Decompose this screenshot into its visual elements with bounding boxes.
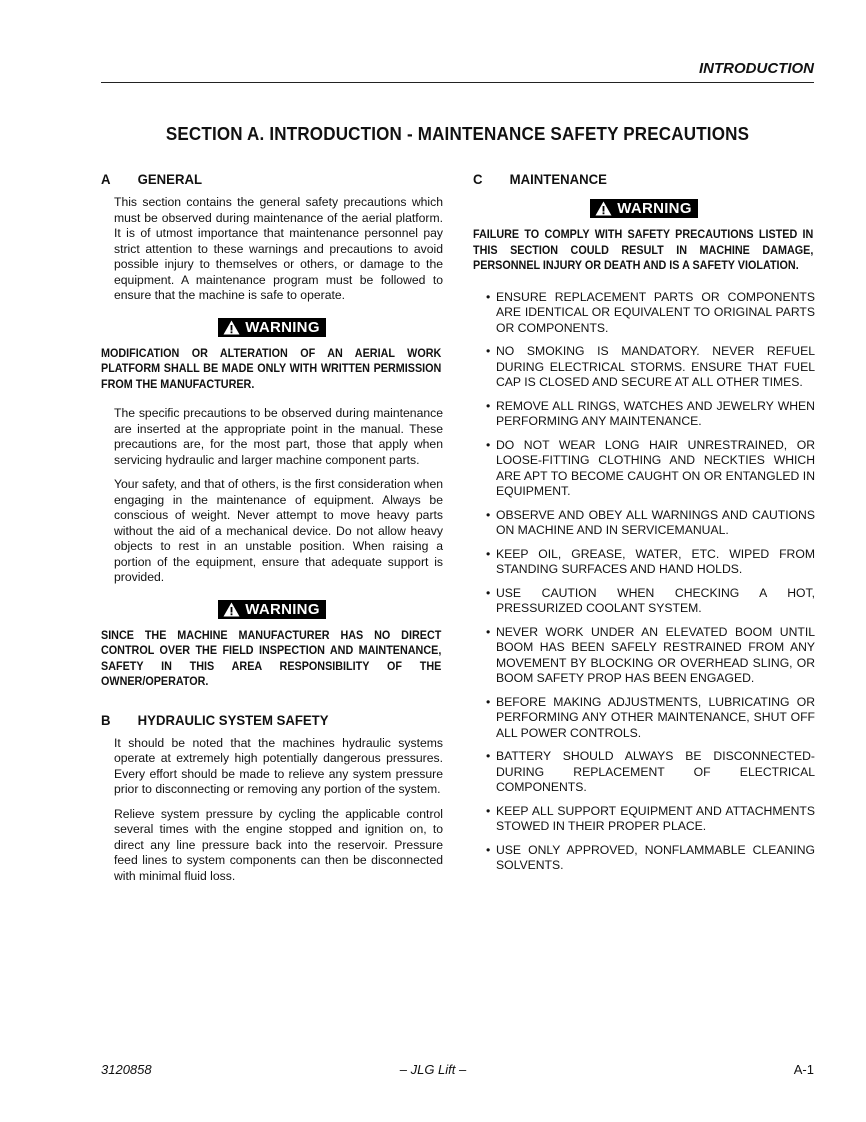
general-paragraph-1: This section contains the general safety precautions which must be observed during maintenance of the aerial platform. It is of utmost importance that maintenance personnel pay strict attention to these warnings and precautions to avoid possible injury to themselves or others, or damage to the equipment. A maintenance program must be followed to ensure that the machine is safe to operate. bbox=[114, 195, 443, 302]
warning-badge bbox=[218, 600, 326, 619]
maintenance-bullet-list bbox=[486, 290, 815, 874]
general-paragraph-2: The specific precautions to be observed during maintenance are inserted at the appropriate point in the manual. These precautions are, for the most part, those that apply when servicing hydraulic and larger machine component parts. bbox=[114, 406, 443, 467]
list-item: • OBSERVE AND OBEY ALL WARNINGS AND CAUTIONS ON MACHINE AND IN SERVICEMANUAL. bbox=[486, 507, 815, 537]
maintenance-letter: C bbox=[473, 171, 483, 187]
hydraulic-title: HYDRAULIC SYSTEM SAFETY bbox=[137, 711, 329, 728]
running-header: INTRODUCTION bbox=[699, 60, 814, 77]
header-rule bbox=[101, 82, 814, 83]
right-column bbox=[473, 171, 815, 882]
warning-triangle-icon bbox=[223, 602, 240, 617]
list-item: • NEVER WORK UNDER AN ELEVATED BOOM UNTIL BOOM HAS BEEN SAFELY RESTRAINED FROM ANY MOVEMENT BY BLOCKING OR OVERHEAD SLING, OR BOOM SAFETY PROP HAS BEEN ENGAGED. bbox=[486, 624, 815, 685]
maintenance-heading bbox=[473, 171, 794, 187]
warning-block-3 bbox=[473, 199, 815, 221]
list-item: • KEEP ALL SUPPORT EQUIPMENT AND ATTACHMENTS STOWED IN THEIR PROPER PLACE. bbox=[486, 803, 815, 833]
general-letter: A bbox=[101, 171, 111, 187]
maintenance-title: MAINTENANCE bbox=[509, 171, 607, 187]
warning-block-2 bbox=[101, 600, 443, 622]
warning-text-2: SINCE THE MACHINE MANUFACTURER HAS NO DIRECT CONTROL OVER THE FIELD INSPECTION AND MAINTENANCE, SAFETY IN THIS AREA RESPONSIBILITY OF THE OWNER/OPERATOR. bbox=[101, 628, 442, 688]
list-item: • USE CAUTION WHEN CHECKING A HOT, PRESSURIZED COOLANT SYSTEM. bbox=[486, 585, 815, 615]
list-item: • BATTERY SHOULD ALWAYS BE DISCONNECTED-DURING REPLACEMENT OF ELECTRICAL COMPONENTS. bbox=[486, 749, 815, 794]
warning-text-1: MODIFICATION OR ALTERATION OF AN AERIAL WORK PLATFORM SHALL BE MADE ONLY WITH WRITTEN PERMISSION FROM THE MANUFACTURER. bbox=[101, 346, 442, 391]
list-item: • NO SMOKING IS MANDATORY. NEVER REFUEL DURING ELECTRICAL STORMS. ENSURE THAT FUEL CAP IS CLOSED AND SECURE AT ALL OTHER TIMES. bbox=[486, 344, 815, 389]
warning-block-1 bbox=[101, 318, 443, 340]
hydraulic-letter: B bbox=[101, 711, 111, 728]
footer-publisher: – JLG Lift – bbox=[399, 1062, 467, 1077]
section-title: SECTION A. INTRODUCTION - MAINTENANCE SAFETY PRECAUTIONS bbox=[165, 123, 750, 144]
warning-triangle-icon bbox=[223, 320, 240, 335]
warning-text-3: FAILURE TO COMPLY WITH SAFETY PRECAUTIONS LISTED IN THIS SECTION COULD RESULT IN MACHINE DAMAGE, PERSONNEL INJURY OR DEATH AND IS A SAFETY VIOLATION. bbox=[473, 228, 814, 272]
warning-badge bbox=[590, 199, 698, 218]
warning-label: WARNING bbox=[245, 318, 320, 336]
footer-doc-number: 3120858 bbox=[101, 1062, 152, 1077]
list-item: • ENSURE REPLACEMENT PARTS OR COMPONENTS ARE IDENTICAL OR EQUIVALENT TO ORIGINAL PARTS OR COMPONENTS. bbox=[486, 289, 815, 335]
warning-triangle-icon bbox=[595, 201, 612, 216]
list-item: • KEEP OIL, GREASE, WATER, ETC. WIPED FROM STANDING SURFACES AND HAND HOLDS. bbox=[486, 546, 815, 576]
general-title: GENERAL bbox=[137, 171, 203, 187]
list-item: • USE ONLY APPROVED, NONFLAMMABLE CLEANING SOLVENTS. bbox=[486, 842, 815, 872]
list-item: • REMOVE ALL RINGS, WATCHES AND JEWELRY WHEN PERFORMING ANY MAINTENANCE. bbox=[486, 398, 815, 428]
general-heading bbox=[101, 171, 422, 187]
list-item: • BEFORE MAKING ADJUSTMENTS, LUBRICATING OR PERFORMING ANY OTHER MAINTENANCE, SHUT OFF ALL POWER CONTROLS. bbox=[486, 694, 815, 740]
hydraulic-paragraph-2: Relieve system pressure by cycling the applicable control several times with the engine stopped and ignition on, to direct any line pressure back into the reservoir. Pressure feed lines to system components can then be disconnected with minimal fluid loss. bbox=[114, 806, 443, 883]
footer-page-number: A-1 bbox=[793, 1062, 814, 1077]
hydraulic-heading bbox=[101, 712, 422, 728]
general-paragraph-3: Your safety, and that of others, is the first consideration when engaging in the maintenance of equipment. Always be conscious of weight. Never attempt to move heavy parts without the aid of a mechanical device. Do not allow heavy objects to rest in an unstable position. When raising a portion of the equipment, ensure that adequate support is provided. bbox=[114, 477, 443, 584]
warning-label: WARNING bbox=[617, 200, 692, 217]
warning-badge bbox=[218, 318, 326, 337]
left-column bbox=[101, 171, 443, 893]
warning-label: WARNING bbox=[245, 600, 320, 618]
hydraulic-paragraph-1: It should be noted that the machines hydraulic systems operate at extremely high potentially dangerous pressures. Every effort should be made to relieve any system pressure prior to disconnecting or removing any portion of the system. bbox=[114, 735, 443, 796]
list-item: • DO NOT WEAR LONG HAIR UNRESTRAINED, OR LOOSE-FITTING CLOTHING AND NECKTIES WHICH ARE APT TO BECOME CAUGHT ON OR ENTANGLED IN EQUIPMENT. bbox=[486, 437, 815, 498]
